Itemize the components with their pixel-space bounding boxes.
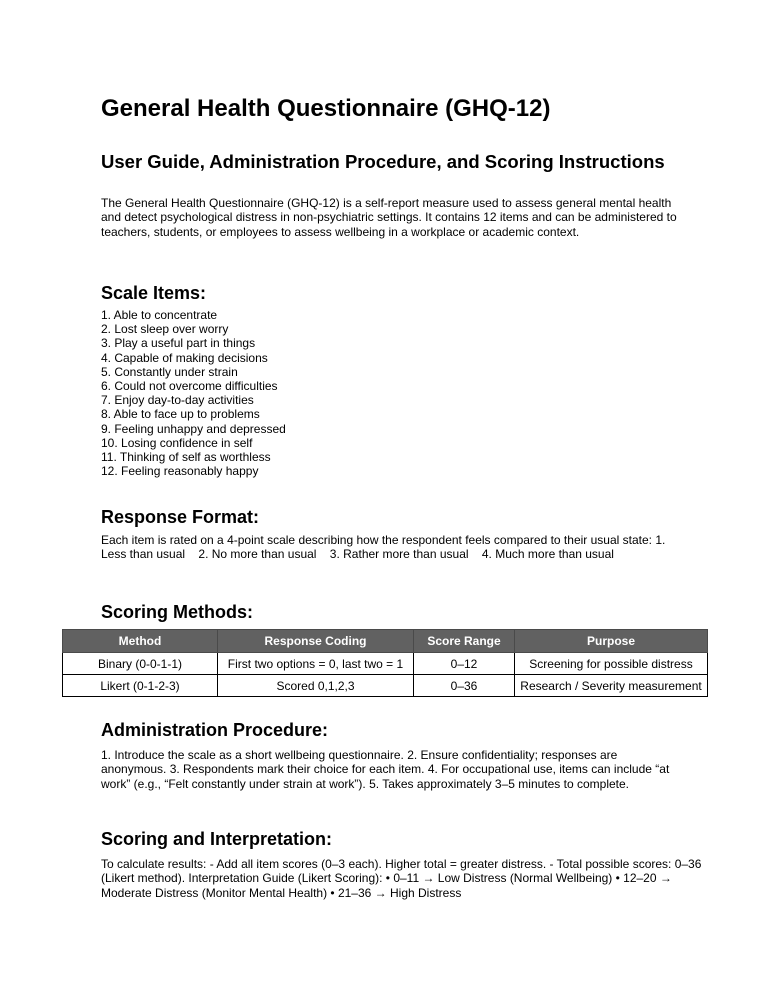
response-format-heading: Response Format:: [101, 507, 260, 527]
response-format-text: Each item is rated on a 4-point scale describing how the respondent feels compared to their usual state: 1. Less than usual 2. No more than usual 3. Rather more than usual 4. Much more than usual: [101, 533, 669, 562]
table-row: [63, 653, 708, 675]
column-header: Method: [63, 630, 218, 653]
scoring-methods-heading: Scoring Methods:: [101, 602, 253, 622]
table-cell: First two options = 0, last two = 1: [218, 653, 414, 675]
scale-items-list: [101, 308, 286, 478]
table-header-row: [63, 630, 708, 653]
list-item: 10. Losing confidence in self: [101, 435, 253, 450]
column-header: Response Coding: [218, 630, 414, 653]
list-item: 5. Constantly under strain: [101, 364, 238, 379]
column-header: Score Range: [414, 630, 515, 653]
list-item: 2. Lost sleep over worry: [101, 322, 229, 337]
list-item: 11. Thinking of self as worthless: [101, 450, 271, 465]
table-cell: Scored 0,1,2,3: [218, 675, 414, 697]
interpretation-heading: Scoring and Interpretation:: [101, 829, 333, 849]
list-item: 12. Feeling reasonably happy: [101, 464, 259, 479]
list-item: 7. Enjoy day-to-day activities: [101, 393, 254, 408]
table-cell: Research / Severity measurement: [515, 675, 708, 697]
document-subtitle: User Guide, Administration Procedure, and Scoring Instructions: [101, 151, 665, 172]
table-cell: Binary (0-0-1-1): [63, 653, 218, 675]
table-cell: 0–36: [414, 675, 515, 697]
document-title: General Health Questionnaire (GHQ-12): [101, 95, 551, 122]
administration-heading: Administration Procedure:: [101, 720, 329, 740]
table-row: [63, 675, 708, 697]
scoring-methods-table: [62, 629, 708, 697]
table-cell: Likert (0-1-2-3): [63, 675, 218, 697]
scale-items-heading: Scale Items:: [101, 283, 207, 303]
table-cell: Screening for possible distress: [515, 653, 708, 675]
column-header: Purpose: [515, 630, 708, 653]
intro-paragraph: The General Health Questionnaire (GHQ-12) is a self-report measure used to assess general mental health and detect psychological distress in non-psychiatric settings. It contains 12 items and can be administered to teachers, students, or employees to assess wellbeing in a workplace or academic context.: [101, 196, 677, 239]
list-item: 8. Able to face up to problems: [101, 407, 260, 422]
list-item: 9. Feeling unhappy and depressed: [101, 421, 286, 436]
list-item: 4. Capable of making decisions: [101, 350, 268, 365]
list-item: 1. Able to concentrate: [101, 308, 218, 322]
table-cell: 0–12: [414, 653, 515, 675]
administration-text: 1. Introduce the scale as a short wellbeing questionnaire. 2. Ensure confidentiality; responses are anonymous. 3. Respondents mark their choice for each item. 4. For occupational use, items can include “at work” (e.g., “Felt constantly under strain at work”). 5. Takes approximately 3–5 minutes to complete.: [101, 748, 670, 791]
list-item: 3. Play a useful part in things: [101, 336, 256, 351]
list-item: 6. Could not overcome difficulties: [101, 379, 278, 394]
interpretation-text: To calculate results: - Add all item scores (0–3 each). Higher total = greater distress. - Total possible scores: 0–36 (Likert method). Interpretation Guide (Likert Scoring): • 0–11 → Low Distress (Normal Wellbeing) • 12–20 → Moderate Distress (Monitor Mental Health) • 21–36 → High Distress: [101, 857, 702, 900]
